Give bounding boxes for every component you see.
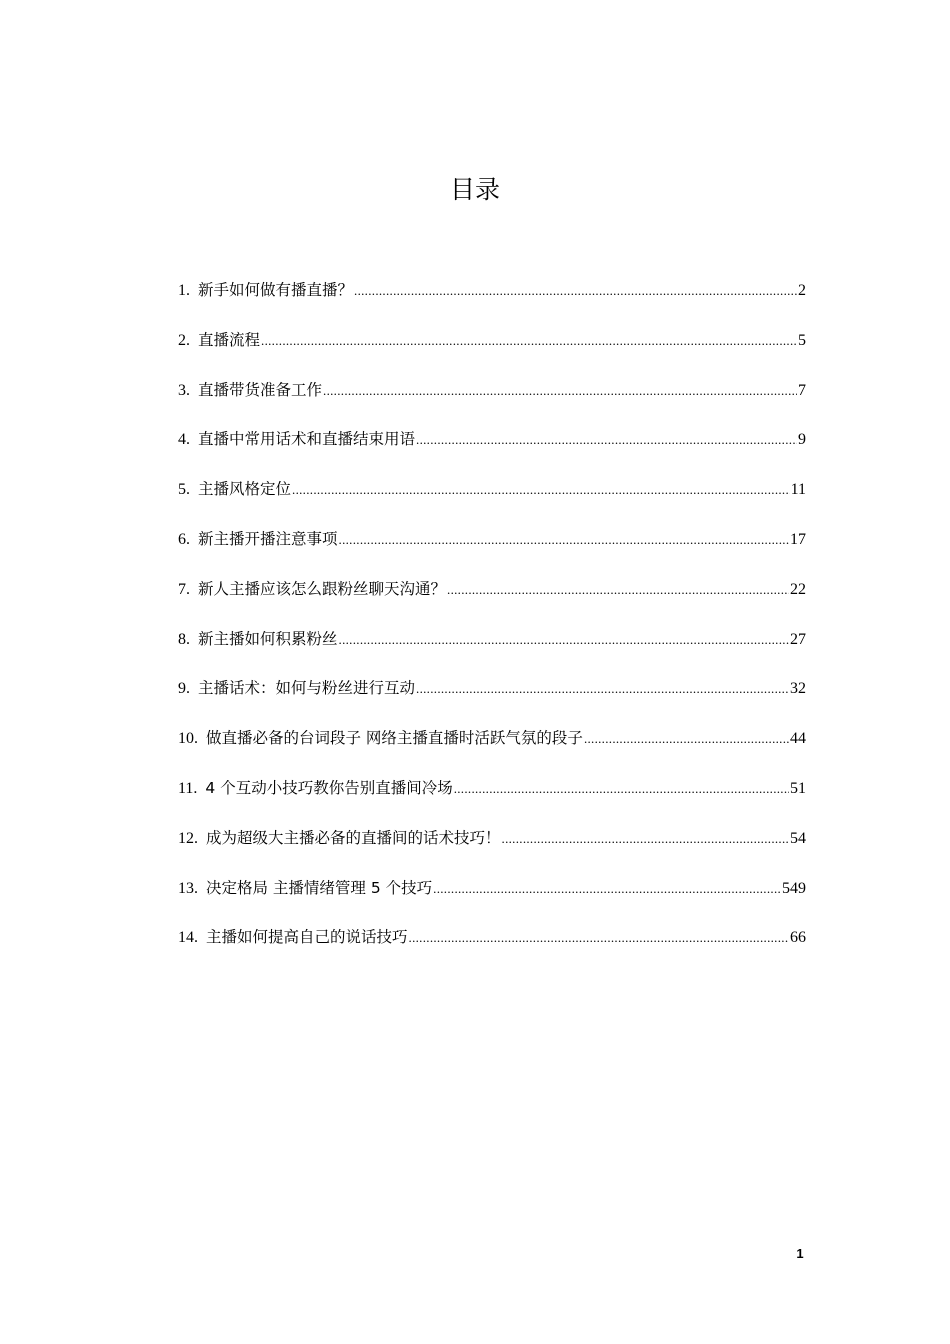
toc-entry-title: 新主播如何积累粉丝	[198, 629, 338, 648]
toc-dot-leader	[416, 427, 797, 453]
toc-dot-leader	[502, 826, 789, 852]
toc-entry[interactable]	[178, 327, 806, 377]
toc-entry[interactable]	[178, 377, 806, 427]
toc-entry[interactable]	[178, 626, 806, 676]
toc-entry-page: 5	[798, 331, 806, 349]
toc-dot-leader	[354, 278, 797, 304]
toc-title: 目录	[449, 175, 500, 204]
toc-entry-title: 主播风格定位	[198, 480, 292, 499]
toc-entry-title: 新主播开播注意事项	[198, 529, 338, 548]
toc-entry-page: 44	[790, 730, 806, 748]
toc-dot-leader	[416, 676, 789, 702]
toc-dot-leader	[584, 726, 789, 752]
toc-entry-number: 12.	[178, 829, 198, 847]
toc-dot-leader	[339, 527, 789, 553]
toc-entry-page: 22	[790, 580, 806, 598]
toc-entry-title: 做直播必备的台词段子 网络主播直播时活跃气氛的段子	[206, 729, 583, 748]
toc-dot-leader	[323, 378, 797, 404]
toc-entry-number: 11.	[178, 779, 198, 797]
toc-entry-page: 549	[782, 879, 806, 897]
toc-entry-number: 6.	[178, 530, 190, 548]
toc-entry[interactable]	[178, 725, 806, 775]
toc-entry-page: 32	[790, 680, 806, 698]
toc-entry-number: 7.	[178, 580, 190, 598]
toc-entry-page: 27	[790, 630, 806, 648]
toc-entry[interactable]	[178, 426, 806, 476]
toc-dot-leader	[409, 925, 789, 951]
toc-entry-number: 10.	[178, 730, 198, 748]
toc-entry-number: 13.	[178, 879, 198, 897]
toc-entry-title: 决定格局 主播情绪管理 5 个技巧	[206, 878, 433, 897]
toc-dot-leader	[261, 328, 797, 354]
toc-entry-title: 主播话术：如何与粉丝进行互动	[198, 679, 416, 698]
toc-entry-page: 9	[798, 431, 806, 449]
toc-dot-leader	[339, 627, 789, 653]
toc-entry-number: 1.	[178, 282, 190, 299]
page-number: 1	[796, 1246, 804, 1261]
toc-entry-title: 直播中常用话术和直播结束用语	[198, 430, 416, 449]
toc-dot-leader	[433, 876, 781, 902]
toc-entry-title: 成为超级大主播必备的直播间的话术技巧！	[206, 828, 501, 847]
toc-entry-title: 直播流程	[198, 330, 261, 349]
toc-entry[interactable]	[178, 775, 806, 825]
toc-entry-number: 4.	[178, 431, 190, 449]
toc-entry-page: 7	[798, 381, 806, 399]
toc-entry[interactable]	[178, 526, 806, 576]
toc-entry[interactable]	[178, 277, 806, 327]
toc-entry-page: 17	[790, 530, 806, 548]
toc-entry-title: 新手如何做有播直播？	[198, 281, 354, 299]
toc-entry-page: 51	[790, 779, 806, 797]
toc-entry-number: 5.	[178, 481, 190, 499]
toc-entry-page: 54	[790, 829, 806, 847]
toc-entry[interactable]	[178, 924, 806, 974]
toc-entry-title: 4 个互动小技巧教你告别直播间冷场	[205, 778, 453, 797]
toc-entry[interactable]	[178, 675, 806, 725]
toc-entry[interactable]	[178, 576, 806, 626]
toc-entry[interactable]	[178, 875, 806, 925]
toc-entry[interactable]	[178, 476, 806, 526]
toc-dot-leader	[454, 776, 789, 802]
toc-entry-number: 14.	[178, 929, 198, 947]
toc-entry-number: 9.	[178, 680, 190, 698]
toc-entry-title: 直播带货准备工作	[198, 380, 323, 399]
toc-entry[interactable]	[178, 825, 806, 875]
toc-entry-page: 66	[790, 929, 806, 947]
toc-entry-page: 11	[790, 481, 806, 499]
toc-entry-number: 2.	[178, 331, 190, 349]
toc-entry-title: 主播如何提高自己的说话技巧	[206, 928, 408, 947]
toc-dot-leader	[292, 477, 790, 503]
toc-entry-page: 2	[798, 282, 806, 299]
toc-entry-number: 8.	[178, 630, 190, 648]
toc-dot-leader	[447, 577, 789, 603]
toc-entry-number: 3.	[178, 381, 190, 399]
toc-entry-title: 新人主播应该怎么跟粉丝聊天沟通？	[198, 579, 447, 598]
toc-list	[178, 277, 806, 974]
